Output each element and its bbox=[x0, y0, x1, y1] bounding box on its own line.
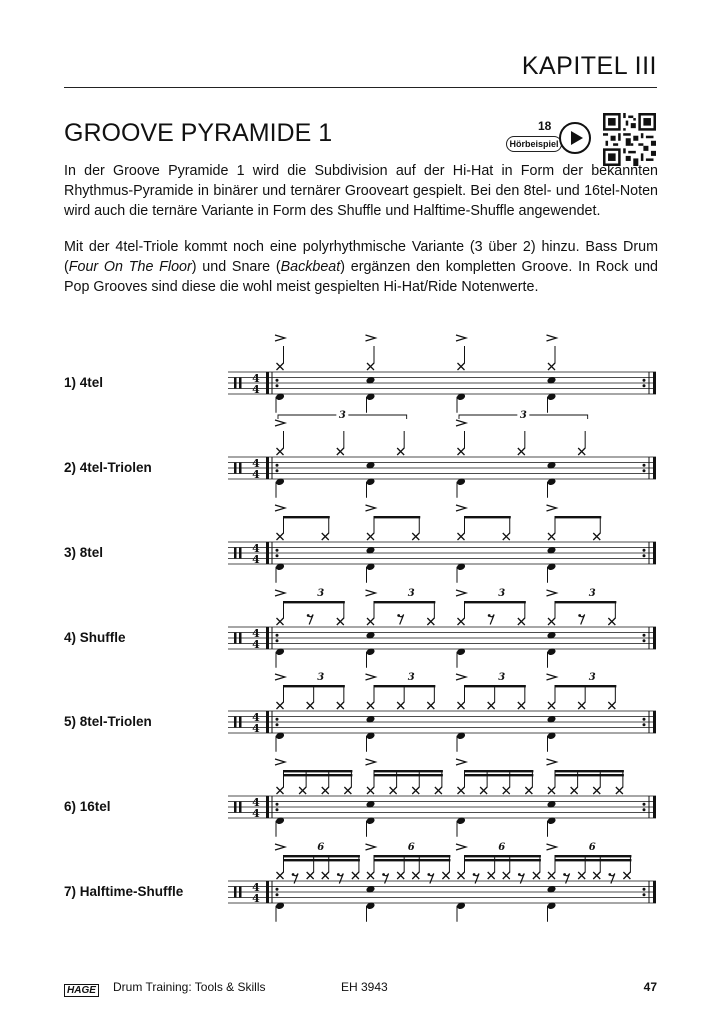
hihat-note bbox=[412, 787, 419, 794]
tuplet-number: 3 bbox=[317, 588, 325, 599]
accent-mark bbox=[456, 420, 466, 426]
repeat-dot bbox=[276, 379, 279, 382]
accent-mark bbox=[547, 759, 557, 765]
repeat-barline bbox=[653, 881, 656, 903]
repeat-dot bbox=[276, 888, 279, 891]
repeat-dot bbox=[643, 469, 646, 472]
percussion-clef bbox=[234, 378, 237, 389]
groove-staff bbox=[228, 588, 656, 668]
hihat-note bbox=[458, 618, 465, 625]
catalog-code: EH 3943 bbox=[341, 980, 388, 994]
groove-label: 1) 4tel bbox=[64, 375, 104, 390]
accent-mark bbox=[275, 335, 285, 341]
repeat-barline bbox=[266, 372, 269, 394]
hihat-note bbox=[578, 702, 585, 709]
hihat-note bbox=[458, 448, 465, 455]
publisher-logo bbox=[64, 980, 99, 996]
hihat-note bbox=[578, 448, 585, 455]
note-beam bbox=[555, 685, 616, 687]
time-signature: 4 bbox=[252, 881, 260, 894]
hihat-note bbox=[503, 872, 510, 879]
hihat-note bbox=[458, 702, 465, 709]
percussion-clef bbox=[234, 717, 237, 728]
hihat-note bbox=[412, 533, 419, 540]
hihat-note bbox=[578, 872, 585, 879]
hihat-note bbox=[412, 872, 419, 879]
hihat-note bbox=[427, 618, 434, 625]
rest-dot bbox=[473, 873, 476, 876]
repeat-dot bbox=[643, 808, 646, 811]
hihat-note bbox=[488, 872, 495, 879]
repeat-dot bbox=[643, 464, 646, 467]
hihat-note bbox=[593, 787, 600, 794]
page-number: 47 bbox=[643, 980, 657, 994]
hihat-note bbox=[277, 872, 284, 879]
note-beam bbox=[555, 770, 624, 772]
tuplet-number: 6 bbox=[317, 842, 325, 853]
hihat-note bbox=[571, 787, 578, 794]
rest-dot bbox=[397, 614, 400, 617]
tuplet-number: 3 bbox=[498, 588, 506, 599]
note-beam bbox=[284, 774, 353, 776]
hihat-note bbox=[548, 363, 555, 370]
groove-label: 2) 4tel-Triolen bbox=[64, 460, 152, 475]
time-signature: 4 bbox=[252, 468, 260, 481]
repeat-barline bbox=[266, 796, 269, 818]
groove-label: 7) Halftime-Shuffle bbox=[64, 884, 184, 899]
tuplet-number: 3 bbox=[588, 672, 596, 683]
italic-term: Backbeat bbox=[280, 259, 341, 275]
percussion-clef bbox=[234, 802, 237, 813]
hihat-note bbox=[277, 618, 284, 625]
hihat-note bbox=[390, 787, 397, 794]
hihat-note bbox=[623, 872, 630, 879]
note-beam bbox=[465, 685, 526, 687]
repeat-barline bbox=[653, 796, 656, 818]
hihat-note bbox=[548, 618, 555, 625]
time-signature: 4 bbox=[252, 796, 260, 809]
accent-mark bbox=[366, 844, 376, 850]
accent-mark bbox=[366, 674, 376, 680]
section-title: GROOVE PYRAMIDE 1 bbox=[64, 119, 333, 147]
repeat-dot bbox=[276, 718, 279, 721]
repeat-barline bbox=[653, 457, 656, 479]
repeat-dot bbox=[276, 634, 279, 637]
hihat-note bbox=[442, 872, 449, 879]
logo-text: HAGE bbox=[64, 984, 99, 997]
note-beam bbox=[284, 516, 330, 518]
repeat-dot bbox=[276, 469, 279, 472]
repeat-barline bbox=[266, 457, 269, 479]
accent-mark bbox=[366, 759, 376, 765]
tuplet-number: 3 bbox=[588, 588, 596, 599]
groove-staff bbox=[228, 505, 656, 583]
repeat-dot bbox=[276, 723, 279, 726]
hihat-note bbox=[548, 702, 555, 709]
note-beam bbox=[555, 855, 631, 857]
hihat-note bbox=[435, 787, 442, 794]
accent-mark bbox=[366, 505, 376, 511]
accent-mark bbox=[456, 335, 466, 341]
hihat-note bbox=[367, 787, 374, 794]
hihat-note bbox=[367, 363, 374, 370]
percussion-clef bbox=[239, 548, 242, 559]
rest-dot bbox=[578, 614, 581, 617]
hihat-note bbox=[533, 872, 540, 879]
hihat-note bbox=[367, 702, 374, 709]
accent-mark bbox=[547, 674, 557, 680]
note-beam bbox=[555, 601, 616, 603]
time-signature: 4 bbox=[252, 553, 260, 566]
repeat-dot bbox=[276, 464, 279, 467]
hihat-note bbox=[277, 448, 284, 455]
time-signature: 4 bbox=[252, 627, 260, 640]
accent-mark bbox=[275, 505, 285, 511]
repeat-dot bbox=[643, 554, 646, 557]
repeat-barline bbox=[266, 881, 269, 903]
hihat-note bbox=[488, 702, 495, 709]
hihat-note bbox=[344, 787, 351, 794]
tuplet-number: 6 bbox=[407, 842, 415, 853]
audio-label: Hörbeispiel bbox=[506, 136, 562, 152]
percussion-clef bbox=[234, 633, 237, 644]
accent-mark bbox=[366, 335, 376, 341]
repeat-barline bbox=[653, 542, 656, 564]
groove-staff bbox=[228, 842, 656, 922]
tuplet-number: 3 bbox=[338, 410, 346, 421]
note-beam bbox=[374, 685, 435, 687]
note-beam bbox=[465, 774, 534, 776]
accent-mark bbox=[275, 759, 285, 765]
note-beam bbox=[374, 855, 450, 857]
tuplet-number: 6 bbox=[498, 842, 506, 853]
rest-dot bbox=[337, 873, 340, 876]
tuplet-number: 3 bbox=[519, 410, 527, 421]
hihat-note bbox=[525, 787, 532, 794]
accent-mark bbox=[275, 420, 285, 426]
time-signature: 4 bbox=[252, 383, 260, 396]
time-signature: 4 bbox=[252, 807, 260, 820]
hihat-note bbox=[458, 533, 465, 540]
note-beam bbox=[284, 855, 360, 857]
hihat-note bbox=[548, 787, 555, 794]
percussion-clef bbox=[239, 717, 242, 728]
hihat-note bbox=[322, 872, 329, 879]
repeat-dot bbox=[643, 803, 646, 806]
intro-paragraph: In der Groove Pyramide 1 wird die Subdivision auf der Hi-Hat in Form der bekannten Rhythmus-Pyramide in binärer und ternärer Grooveart gespielt. Bei den 8tel- und 16tel-Noten wird auch die ternäre Variante in Form des Shuffle und Halftime-Shuffle angewendet. bbox=[64, 163, 658, 219]
repeat-dot bbox=[276, 893, 279, 896]
percussion-clef bbox=[239, 633, 242, 644]
hihat-note bbox=[322, 533, 329, 540]
rest-dot bbox=[292, 873, 295, 876]
repeat-dot bbox=[643, 718, 646, 721]
accent-mark bbox=[547, 335, 557, 341]
tuplet-number: 6 bbox=[588, 842, 596, 853]
hihat-note bbox=[277, 533, 284, 540]
percussion-clef bbox=[239, 802, 242, 813]
accent-mark bbox=[456, 674, 466, 680]
note-beam bbox=[465, 770, 534, 772]
paragraph-text: ) und Snare ( bbox=[191, 259, 281, 275]
hihat-note bbox=[548, 872, 555, 879]
tuplet-number: 3 bbox=[498, 672, 506, 683]
hihat-note bbox=[322, 787, 329, 794]
note-beam bbox=[555, 774, 624, 776]
repeat-dot bbox=[643, 893, 646, 896]
note-beam bbox=[284, 601, 345, 603]
note-beam bbox=[465, 601, 526, 603]
hihat-note bbox=[299, 787, 306, 794]
percussion-clef bbox=[234, 463, 237, 474]
accent-mark bbox=[456, 590, 466, 596]
groove-staff bbox=[228, 409, 656, 498]
note-beam bbox=[284, 685, 345, 687]
percussion-clef bbox=[239, 887, 242, 898]
percussion-clef bbox=[234, 887, 237, 898]
hihat-note bbox=[307, 872, 314, 879]
hihat-note bbox=[480, 787, 487, 794]
repeat-dot bbox=[643, 723, 646, 726]
hihat-note bbox=[277, 787, 284, 794]
rest-dot bbox=[488, 614, 491, 617]
accent-mark bbox=[366, 590, 376, 596]
hihat-note bbox=[277, 363, 284, 370]
hihat-note bbox=[397, 872, 404, 879]
note-beam bbox=[374, 516, 420, 518]
repeat-dot bbox=[643, 639, 646, 642]
hihat-note bbox=[608, 702, 615, 709]
hihat-note bbox=[608, 618, 615, 625]
hihat-note bbox=[337, 448, 344, 455]
time-signature: 4 bbox=[252, 542, 260, 555]
accent-mark bbox=[547, 844, 557, 850]
groove-staff bbox=[228, 759, 656, 837]
chapter-title: KAPITEL III bbox=[521, 52, 657, 80]
hihat-note bbox=[367, 618, 374, 625]
percussion-clef bbox=[234, 548, 237, 559]
hihat-note bbox=[548, 533, 555, 540]
groove-label: 4) Shuffle bbox=[64, 630, 126, 645]
repeat-barline bbox=[266, 542, 269, 564]
rest-dot bbox=[608, 873, 611, 876]
repeat-dot bbox=[276, 554, 279, 557]
hihat-note bbox=[458, 787, 465, 794]
groove-staff bbox=[228, 335, 656, 413]
tuplet-number: 3 bbox=[407, 588, 415, 599]
repeat-barline bbox=[266, 627, 269, 649]
note-beam bbox=[465, 859, 541, 861]
note-beam bbox=[374, 770, 443, 772]
repeat-barline bbox=[266, 711, 269, 733]
tuplet-number: 3 bbox=[407, 672, 415, 683]
paragraph-text: Mit der 4tel-Triole kommt noch eine polyrhythmische Variante (3 über 2) hinzu. Bass Drum ( bbox=[64, 239, 658, 275]
accent-mark bbox=[275, 590, 285, 596]
percussion-clef bbox=[239, 463, 242, 474]
repeat-barline bbox=[653, 372, 656, 394]
repeat-dot bbox=[276, 639, 279, 642]
time-signature: 4 bbox=[252, 722, 260, 735]
rest-dot bbox=[427, 873, 430, 876]
hihat-note bbox=[307, 702, 314, 709]
time-signature: 4 bbox=[252, 711, 260, 724]
time-signature: 4 bbox=[252, 457, 260, 470]
repeat-dot bbox=[276, 549, 279, 552]
hihat-note bbox=[427, 702, 434, 709]
paragraph-text: ) ergänzen den kompletten Groove. In Rock und Pop Grooves sind diese die wohl meist gespielten Hi-Hat/Ride Notenwerte. bbox=[64, 259, 658, 295]
hihat-note bbox=[397, 448, 404, 455]
note-beam bbox=[284, 770, 353, 772]
rest-dot bbox=[563, 873, 566, 876]
hihat-note bbox=[593, 872, 600, 879]
hihat-note bbox=[367, 872, 374, 879]
time-signature: 4 bbox=[252, 372, 260, 385]
repeat-dot bbox=[643, 888, 646, 891]
repeat-barline bbox=[653, 711, 656, 733]
repeat-dot bbox=[643, 634, 646, 637]
note-beam bbox=[374, 774, 443, 776]
repeat-barline bbox=[653, 627, 656, 649]
hihat-note bbox=[458, 363, 465, 370]
hihat-note bbox=[593, 533, 600, 540]
accent-mark bbox=[456, 505, 466, 511]
book-title: Drum Training: Tools & Skills bbox=[113, 980, 266, 994]
note-beam bbox=[374, 601, 435, 603]
groove-label: 6) 16tel bbox=[64, 799, 111, 814]
hihat-note bbox=[518, 618, 525, 625]
hihat-note bbox=[277, 702, 284, 709]
tuplet-number: 3 bbox=[317, 672, 325, 683]
time-signature: 4 bbox=[252, 638, 260, 651]
hihat-note bbox=[337, 702, 344, 709]
repeat-dot bbox=[276, 803, 279, 806]
note-beam bbox=[465, 516, 511, 518]
repeat-dot bbox=[643, 549, 646, 552]
note-beam bbox=[374, 859, 450, 861]
hihat-note bbox=[518, 702, 525, 709]
hihat-note bbox=[616, 787, 623, 794]
hihat-note bbox=[503, 787, 510, 794]
hihat-note bbox=[337, 618, 344, 625]
hihat-note bbox=[503, 533, 510, 540]
hihat-note bbox=[397, 702, 404, 709]
accent-mark bbox=[275, 674, 285, 680]
hihat-note bbox=[367, 533, 374, 540]
time-signature: 4 bbox=[252, 892, 260, 905]
repeat-dot bbox=[276, 384, 279, 387]
percussion-clef bbox=[239, 378, 242, 389]
groove-staff bbox=[228, 672, 656, 752]
note-beam bbox=[284, 859, 360, 861]
accent-mark bbox=[275, 844, 285, 850]
note-beam bbox=[555, 859, 631, 861]
italic-term: Four On The Floor bbox=[68, 259, 192, 275]
accent-mark bbox=[456, 759, 466, 765]
repeat-dot bbox=[643, 384, 646, 387]
groove-label: 5) 8tel-Triolen bbox=[64, 714, 152, 729]
repeat-dot bbox=[276, 808, 279, 811]
repeat-dot bbox=[643, 379, 646, 382]
groove-label: 3) 8tel bbox=[64, 545, 104, 560]
accent-mark bbox=[547, 590, 557, 596]
accent-mark bbox=[547, 505, 557, 511]
hihat-note bbox=[458, 872, 465, 879]
rest-dot bbox=[382, 873, 385, 876]
note-beam bbox=[555, 516, 601, 518]
audio-track-number: 18 bbox=[538, 119, 552, 133]
note-beam bbox=[465, 855, 541, 857]
rest-dot bbox=[518, 873, 521, 876]
hihat-note bbox=[352, 872, 359, 879]
rest-dot bbox=[307, 614, 310, 617]
accent-mark bbox=[456, 844, 466, 850]
hihat-note bbox=[518, 448, 525, 455]
